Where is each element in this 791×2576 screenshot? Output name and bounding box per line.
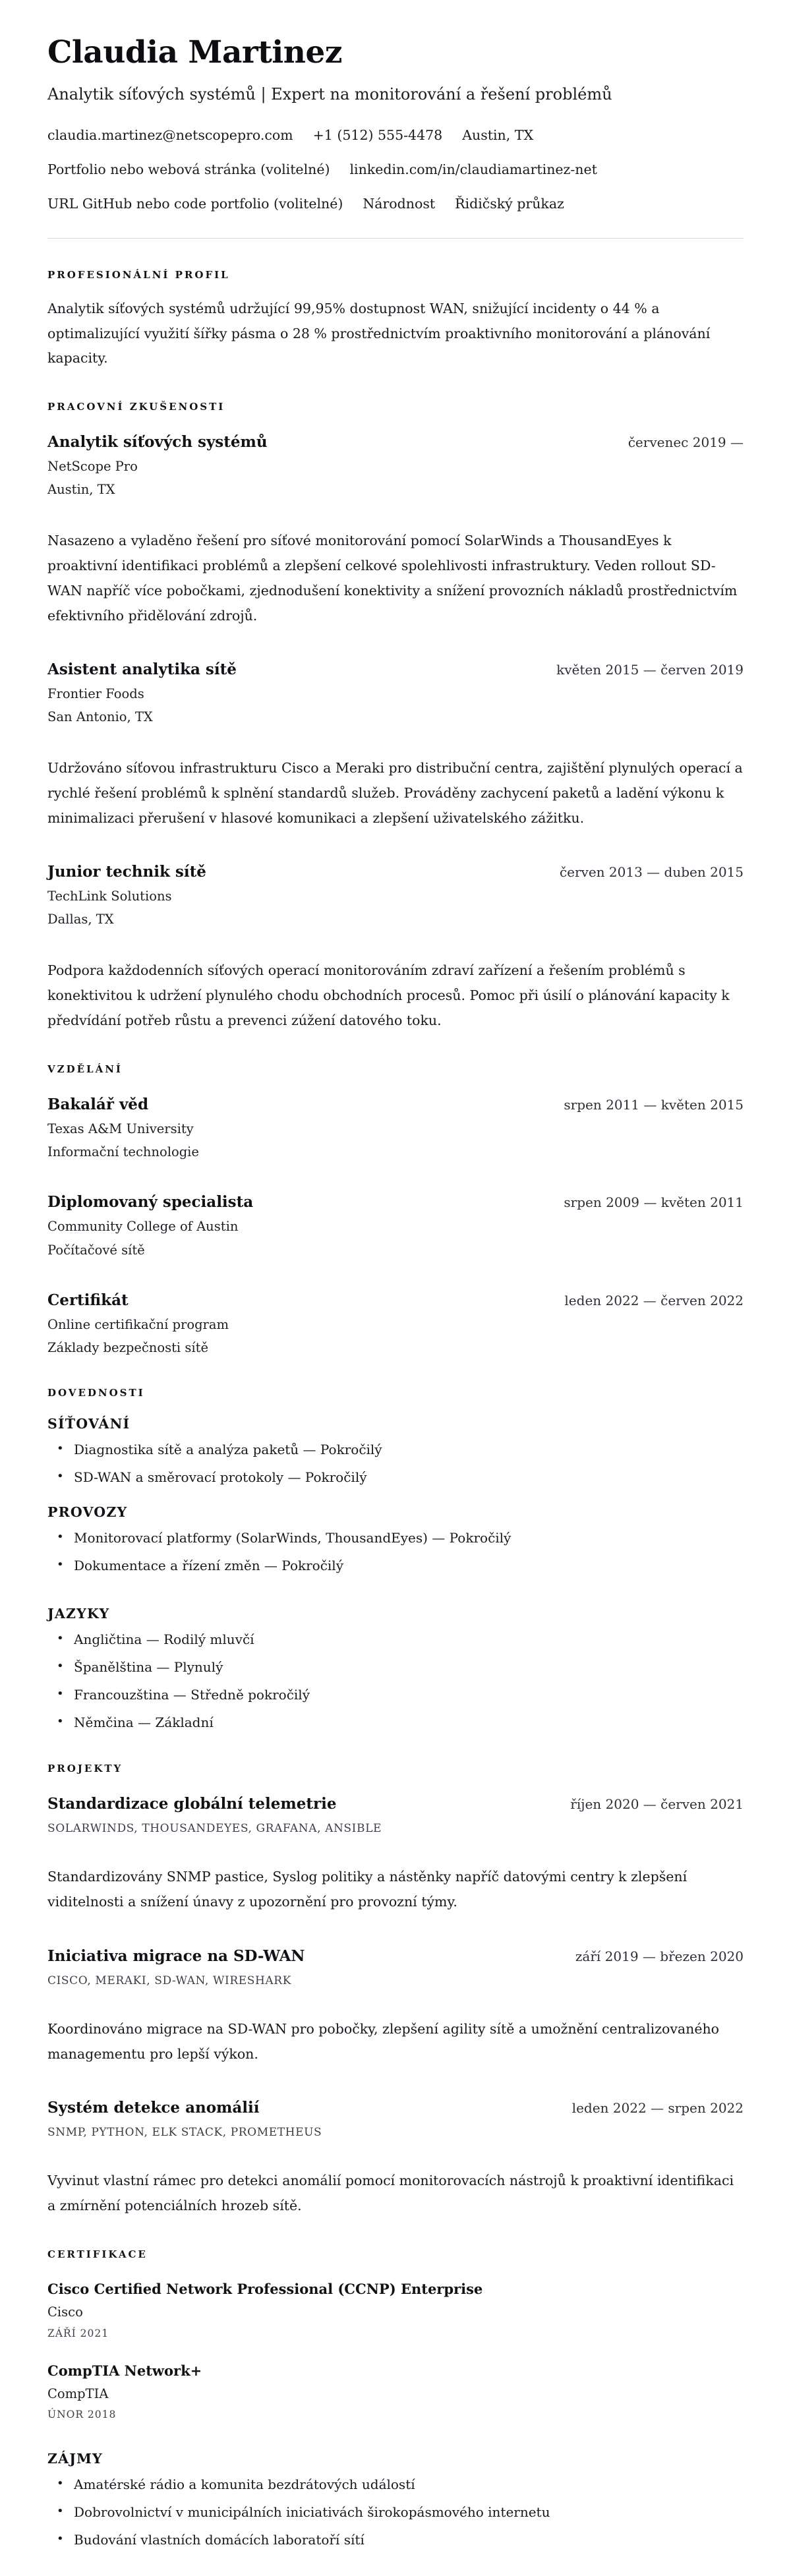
education-entry-head — [47, 1192, 744, 1212]
job-title: Asistent analytika sítě — [47, 660, 237, 679]
language-item: • Němčina — Základní — [47, 1712, 744, 1732]
job-company: NetScope Pro — [47, 459, 138, 475]
section-experience — [47, 401, 744, 1033]
job-entry — [47, 660, 744, 831]
section-languages — [47, 1606, 744, 1732]
job-title: Junior technik sítě — [47, 863, 206, 881]
skill-group-name: PROVOZY — [47, 1504, 128, 1521]
project-title: Iniciativa migrace na SD-WAN — [47, 1947, 305, 1965]
certification-issuer: Cisco — [47, 2304, 83, 2320]
project-dates: září 2019 — březen 2020 — [575, 1948, 744, 1964]
certification-name: CompTIA Network+ — [47, 2362, 202, 2379]
skill-item: • SD-WAN a směrovací protokoly — Pokročilý — [47, 1467, 744, 1487]
job-entry-head — [47, 862, 744, 882]
job-dates: květen 2015 — červen 2019 — [556, 662, 744, 678]
section-certifications — [47, 2248, 744, 2420]
job-company: TechLink Solutions — [47, 888, 172, 904]
certification-name: Cisco Certified Network Professional (CCNP) Enterprise — [47, 2280, 483, 2297]
job-company: Frontier Foods — [47, 686, 144, 702]
phone-text: +1 (512) 555-4478 — [312, 127, 443, 144]
project-description: Koordinováno migrace na SD-WAN pro pobočky, zlepšení agility sítě a umožnění centralizovaného managementu pro lepší výkon. — [47, 2020, 720, 2062]
job-dates: červenec 2019 — — [628, 434, 744, 451]
education-entry-head — [47, 1095, 744, 1115]
education-field: Základy bezpečnosti sítě — [47, 1340, 208, 1356]
education-entry — [47, 1291, 744, 1357]
language-list — [47, 1629, 744, 1732]
section-heading-interests: ZÁJMY — [47, 2451, 103, 2467]
section-heading-experience: PRACOVNÍ ZKUŠENOSTI — [47, 401, 225, 413]
email-text: claudia.martinez@netscopepro.com — [47, 127, 293, 144]
linkedin-text: linkedin.com/in/claudiamartinez-net — [349, 161, 597, 177]
github-placeholder-text: URL GitHub nebo code portfolio (volitelné) — [47, 195, 343, 212]
certification-date: ÚNOR 2018 — [47, 2409, 117, 2421]
skill-group-list — [47, 1528, 744, 1575]
project-dates: leden 2022 — srpen 2022 — [571, 2099, 744, 2116]
project-entry-head — [47, 2098, 744, 2118]
section-heading-education: VZDĚLÁNÍ — [47, 1063, 123, 1075]
profile-summary: Analytik síťových systémů udržující 99,95% dostupnost WAN, snižující incidenty o 44 % a optimalizující využití šířky pásma o 28 % prostřednictvím proaktivního monitorování a plánování kapacity. — [47, 301, 711, 366]
section-projects — [47, 1763, 744, 2217]
driving-license-text: Řidičský průkaz — [455, 195, 564, 212]
job-description: Podpora každodenních síťových operací monitorováním zdraví zařízení a řešením problémů s konektivitou k udržení plynulého chodu obchodních procesů. Pomoc při úsilí o plánování kapacity k předvídání potřeb růstu a prevenci zúžení datového toku. — [47, 962, 730, 1028]
section-heading-certifications: CERTIFIKACE — [47, 2248, 148, 2260]
section-heading-languages: JAZYKY — [47, 1606, 110, 1622]
education-school: Online certifikační program — [47, 1316, 229, 1332]
certification-entry — [47, 2362, 744, 2421]
interest-item: • Dobrovolnictví v municipálních iniciativách širokopásmového internetu — [47, 2502, 744, 2522]
education-school: Community College of Austin — [47, 1219, 239, 1235]
language-item: • Španělština — Plynulý — [47, 1657, 744, 1677]
education-degree: Diplomovaný specialista — [47, 1193, 254, 1212]
project-entry — [47, 1794, 744, 1914]
candidate-headline: Analytik síťových systémů | Expert na monitorování a řešení problémů — [47, 84, 612, 103]
skill-item: • Diagnostika sítě a analýza paketů — Pokročilý — [47, 1440, 744, 1459]
education-entry-head — [47, 1291, 744, 1310]
education-entry — [47, 1095, 744, 1161]
job-location: Dallas, TX — [47, 912, 114, 927]
education-field: Informační technologie — [47, 1144, 199, 1160]
certification-issuer: CompTIA — [47, 2386, 109, 2401]
education-degree: Certifikát — [47, 1291, 129, 1309]
project-description: Standardizovány SNMP pastice, Syslog politiky a nástěnky napříč datovými centry k zlepšení viditelnosti a snížení únavy z upozornění pro provozní týmy. — [47, 1869, 688, 1910]
project-title: Standardizace globální telemetrie — [47, 1795, 337, 1813]
language-item: • Angličtina — Rodilý mluvčí — [47, 1629, 744, 1649]
certification-date: ZÁŘÍ 2021 — [47, 2327, 109, 2339]
job-entry-head — [47, 660, 744, 680]
portfolio-placeholder-text: Portfolio nebo webová stránka (volitelné) — [47, 161, 330, 177]
resume-header — [47, 36, 744, 239]
education-field: Počítačové sítě — [47, 1242, 145, 1258]
job-dates: červen 2013 — duben 2015 — [559, 864, 744, 881]
section-profile — [47, 269, 744, 370]
project-entry — [47, 2098, 744, 2218]
project-tech: SNMP, PYTHON, ELK STACK, PROMETHEUS — [47, 2125, 322, 2139]
job-entry-head — [47, 432, 744, 452]
interest-item: • Amatérské rádio a komunita bezdrátových událostí — [47, 2474, 744, 2494]
contact-line-3 — [47, 195, 744, 214]
job-location: San Antonio, TX — [47, 709, 153, 725]
job-entry — [47, 432, 744, 628]
header-divider — [47, 238, 744, 239]
job-location: Austin, TX — [47, 482, 115, 498]
nationality-text: Národnost — [363, 195, 436, 212]
education-school: Texas A&M University — [47, 1121, 194, 1136]
education-entry — [47, 1192, 744, 1259]
language-item: • Francouzština — Středně pokročilý — [47, 1685, 744, 1705]
project-tech: CISCO, MERAKI, SD-WAN, WIRESHARK — [47, 1974, 291, 1987]
education-dates: leden 2022 — červen 2022 — [564, 1292, 744, 1308]
section-heading-skills: DOVEDNOSTI — [47, 1387, 145, 1399]
education-dates: srpen 2011 — květen 2015 — [564, 1096, 744, 1113]
section-interests — [47, 2451, 744, 2550]
section-skills — [47, 1387, 744, 1575]
candidate-name: Claudia Martinez — [47, 34, 342, 71]
project-dates: říjen 2020 — červen 2021 — [570, 1796, 744, 1813]
project-description: Vyvinut vlastní rámec pro detekci anomálií pomocí monitorovacích nástrojů k proaktivní identifikaci a zmírnění potenciálních hrozeb sítě. — [47, 2172, 734, 2213]
project-entry — [47, 1947, 744, 2066]
section-heading-projects: PROJEKTY — [47, 1763, 123, 1775]
skill-group-list — [47, 1440, 744, 1487]
location-text: Austin, TX — [462, 127, 534, 144]
section-heading-profile: PROFESIONÁLNÍ PROFIL — [47, 269, 230, 281]
education-degree: Bakalář věd — [47, 1095, 149, 1113]
job-description: Nasazeno a vyladěno řešení pro síťové monitorování pomocí SolarWinds a ThousandEyes k proaktivní identifikaci problémů a zlepšení celkové spolehlivosti infrastruktury. Veden rollout SD-WAN napříč více pobočkami, zjednodušení konektivity a snížení provozních nákladů prostřednictvím efektivního přidělování zdrojů. — [47, 532, 738, 624]
interest-list — [47, 2474, 744, 2550]
section-education — [47, 1063, 744, 1357]
project-tech: SOLARWINDS, THOUSANDEYES, GRAFANA, ANSIBLE — [47, 1822, 382, 1836]
job-entry — [47, 862, 744, 1033]
certification-entry — [47, 2280, 744, 2339]
skill-item: • Monitorovací platformy (SolarWinds, ThousandEyes) — Pokročilý — [47, 1528, 744, 1548]
project-entry-head — [47, 1947, 744, 1966]
contact-line-2 — [47, 161, 744, 179]
project-title: Systém detekce anomálií — [47, 2098, 260, 2117]
interest-item: • Budování vlastních domácích laboratoří sítí — [47, 2530, 744, 2550]
education-dates: srpen 2009 — květen 2011 — [564, 1194, 744, 1211]
contact-line-1 — [47, 127, 744, 145]
job-description: Udržováno síťovou infrastrukturu Cisco a Meraki pro distribuční centra, zajištění plynulých operací a rychlé řešení problémů k splnění standardů služeb. Prováděny zachycení paketů a ladění výkonu k minimalizaci přerušení v hlasové komunikaci a zlepšení uživatelského zážitku. — [47, 759, 743, 826]
project-entry-head — [47, 1794, 744, 1814]
skill-item: • Dokumentace a řízení změn — Pokročilý — [47, 1556, 744, 1575]
job-title: Analytik síťových systémů — [47, 433, 268, 452]
skill-group-name: SÍŤOVÁNÍ — [47, 1416, 131, 1432]
